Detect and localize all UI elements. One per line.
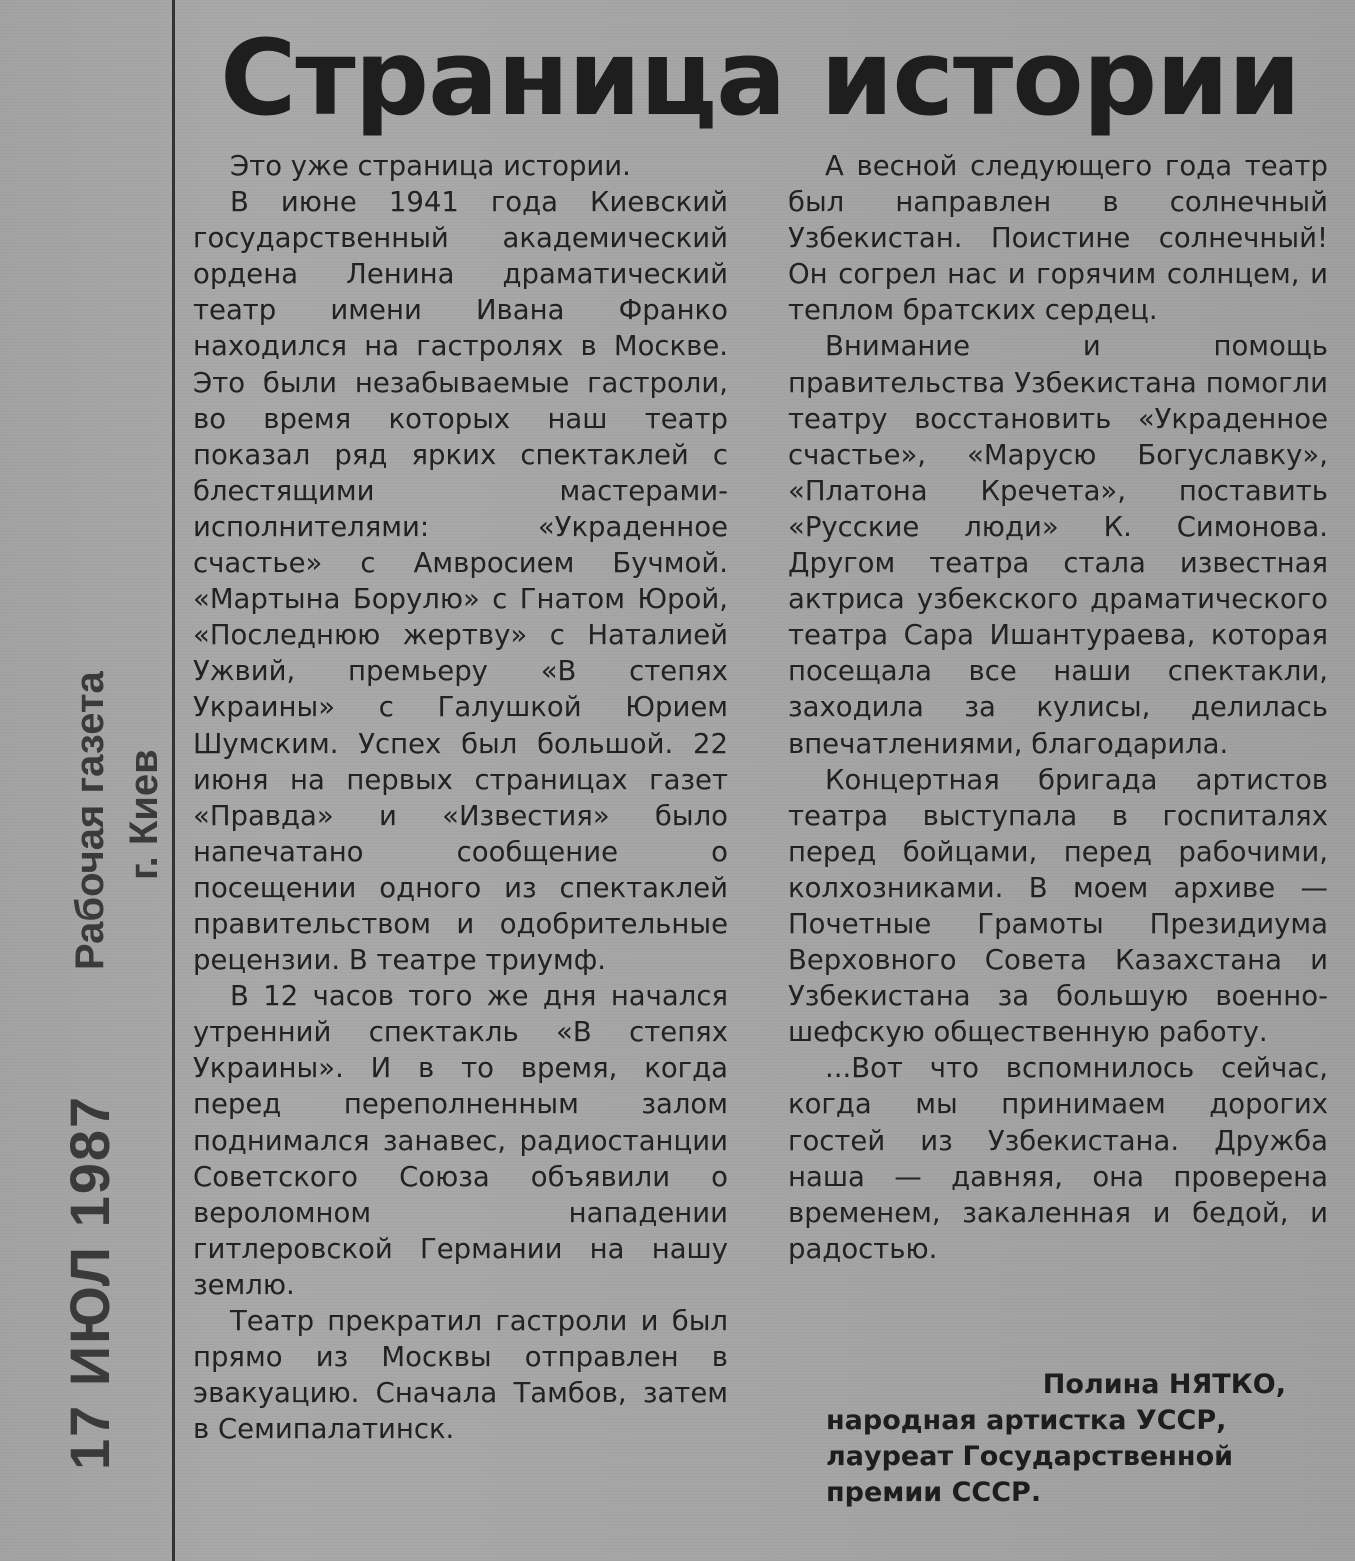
author-signature xyxy=(826,1367,1286,1511)
author-name: Полина НЯТКО, xyxy=(1042,1369,1286,1400)
paragraph: В июне 1941 года Киевский государственный академический ордена Ленина драматический театр имени Ивана Франко находился на гастролях в Москве. Это были незабываемые гастроли, во время которых наш театр показал ряд ярких спектаклей с блестящими мастерами-исполнителями: «Украденное счастье» с Амвросием Бучмой. «Мартына Борулю» с Гнатом Юрой, «Последнюю жертву» с Наталией Ужвий, премьеру «В степях Украины» с Галушкой Юрием Шумским. Успех был большой. 22 июня на первых страницах газет «Правда» и «Известия» было напечатано сообщение о посещении одного из спектаклей правительством и одобрительные рецензии. В театре триумф. xyxy=(193,186,728,977)
paragraph: Концертная бригада артистов театра выступала в госпиталях перед бойцами, перед рабочими, колхозниками. В моем архиве — Почетные Грамоты Президиума Верховного Совета Казахстана и Узбекистана за большую военно-шефскую общественную работу. xyxy=(788,763,1328,1049)
paragraph: В 12 часов того же дня начался утренний спектакль «В степях Украины». И в то время, когда перед переполненным залом поднимался занавес, радиостанции Советского Союза объявили о вероломном нападении гитлеровской Германии на нашу землю. xyxy=(193,980,728,1301)
stamp-date: 17 ИЮЛ 1987 xyxy=(58,1094,121,1470)
author-title-line: народная артистка УССР, xyxy=(826,1405,1227,1436)
paragraph: Внимание и помощь правительства Узбекистана помогли театру восстановить «Украденное счастье», «Марусю Богуславку», «Платона Кречета», поставить «Русские люди» К. Симонова. Другом театра стала известная актриса узбекского драматического театра Сара Ишантураева, которая посещала все наши спектакли, заходила за кулисы, делилась впечатлениями, благодарила. xyxy=(788,330,1328,760)
left-column xyxy=(193,148,728,1447)
clipping-stamp xyxy=(58,671,166,1470)
author-title-line: лауреат Государственной xyxy=(826,1441,1234,1472)
paragraph: ...Вот что вспомнилось сейчас, когда мы принимаем дорогих гостей из Узбекистана. Дружба наша — давняя, она проверена временем, закаленная и бедой, и радостью. xyxy=(788,1052,1328,1265)
article-headline: Страница истории xyxy=(220,17,1300,139)
stamp-city: г. Киев xyxy=(122,749,166,880)
right-column xyxy=(788,148,1328,1267)
paragraph: Театр прекратил гастроли и был прямо из Москвы отправлен в эвакуацию. Сначала Тамбов, затем в Семипалатинск. xyxy=(193,1305,728,1446)
paragraph: Это уже страница истории. xyxy=(230,150,631,182)
stamp-source: Рабочая газета xyxy=(68,671,112,970)
paragraph: А весной следующего года театр был направлен в солнечный Узбекистан. Поистине солнечный! Он согрел нас и горячим солнцем, и теплом братских сердец. xyxy=(788,150,1328,327)
column-rule xyxy=(172,0,175,1561)
author-title-line: премии СССР. xyxy=(826,1477,1042,1508)
